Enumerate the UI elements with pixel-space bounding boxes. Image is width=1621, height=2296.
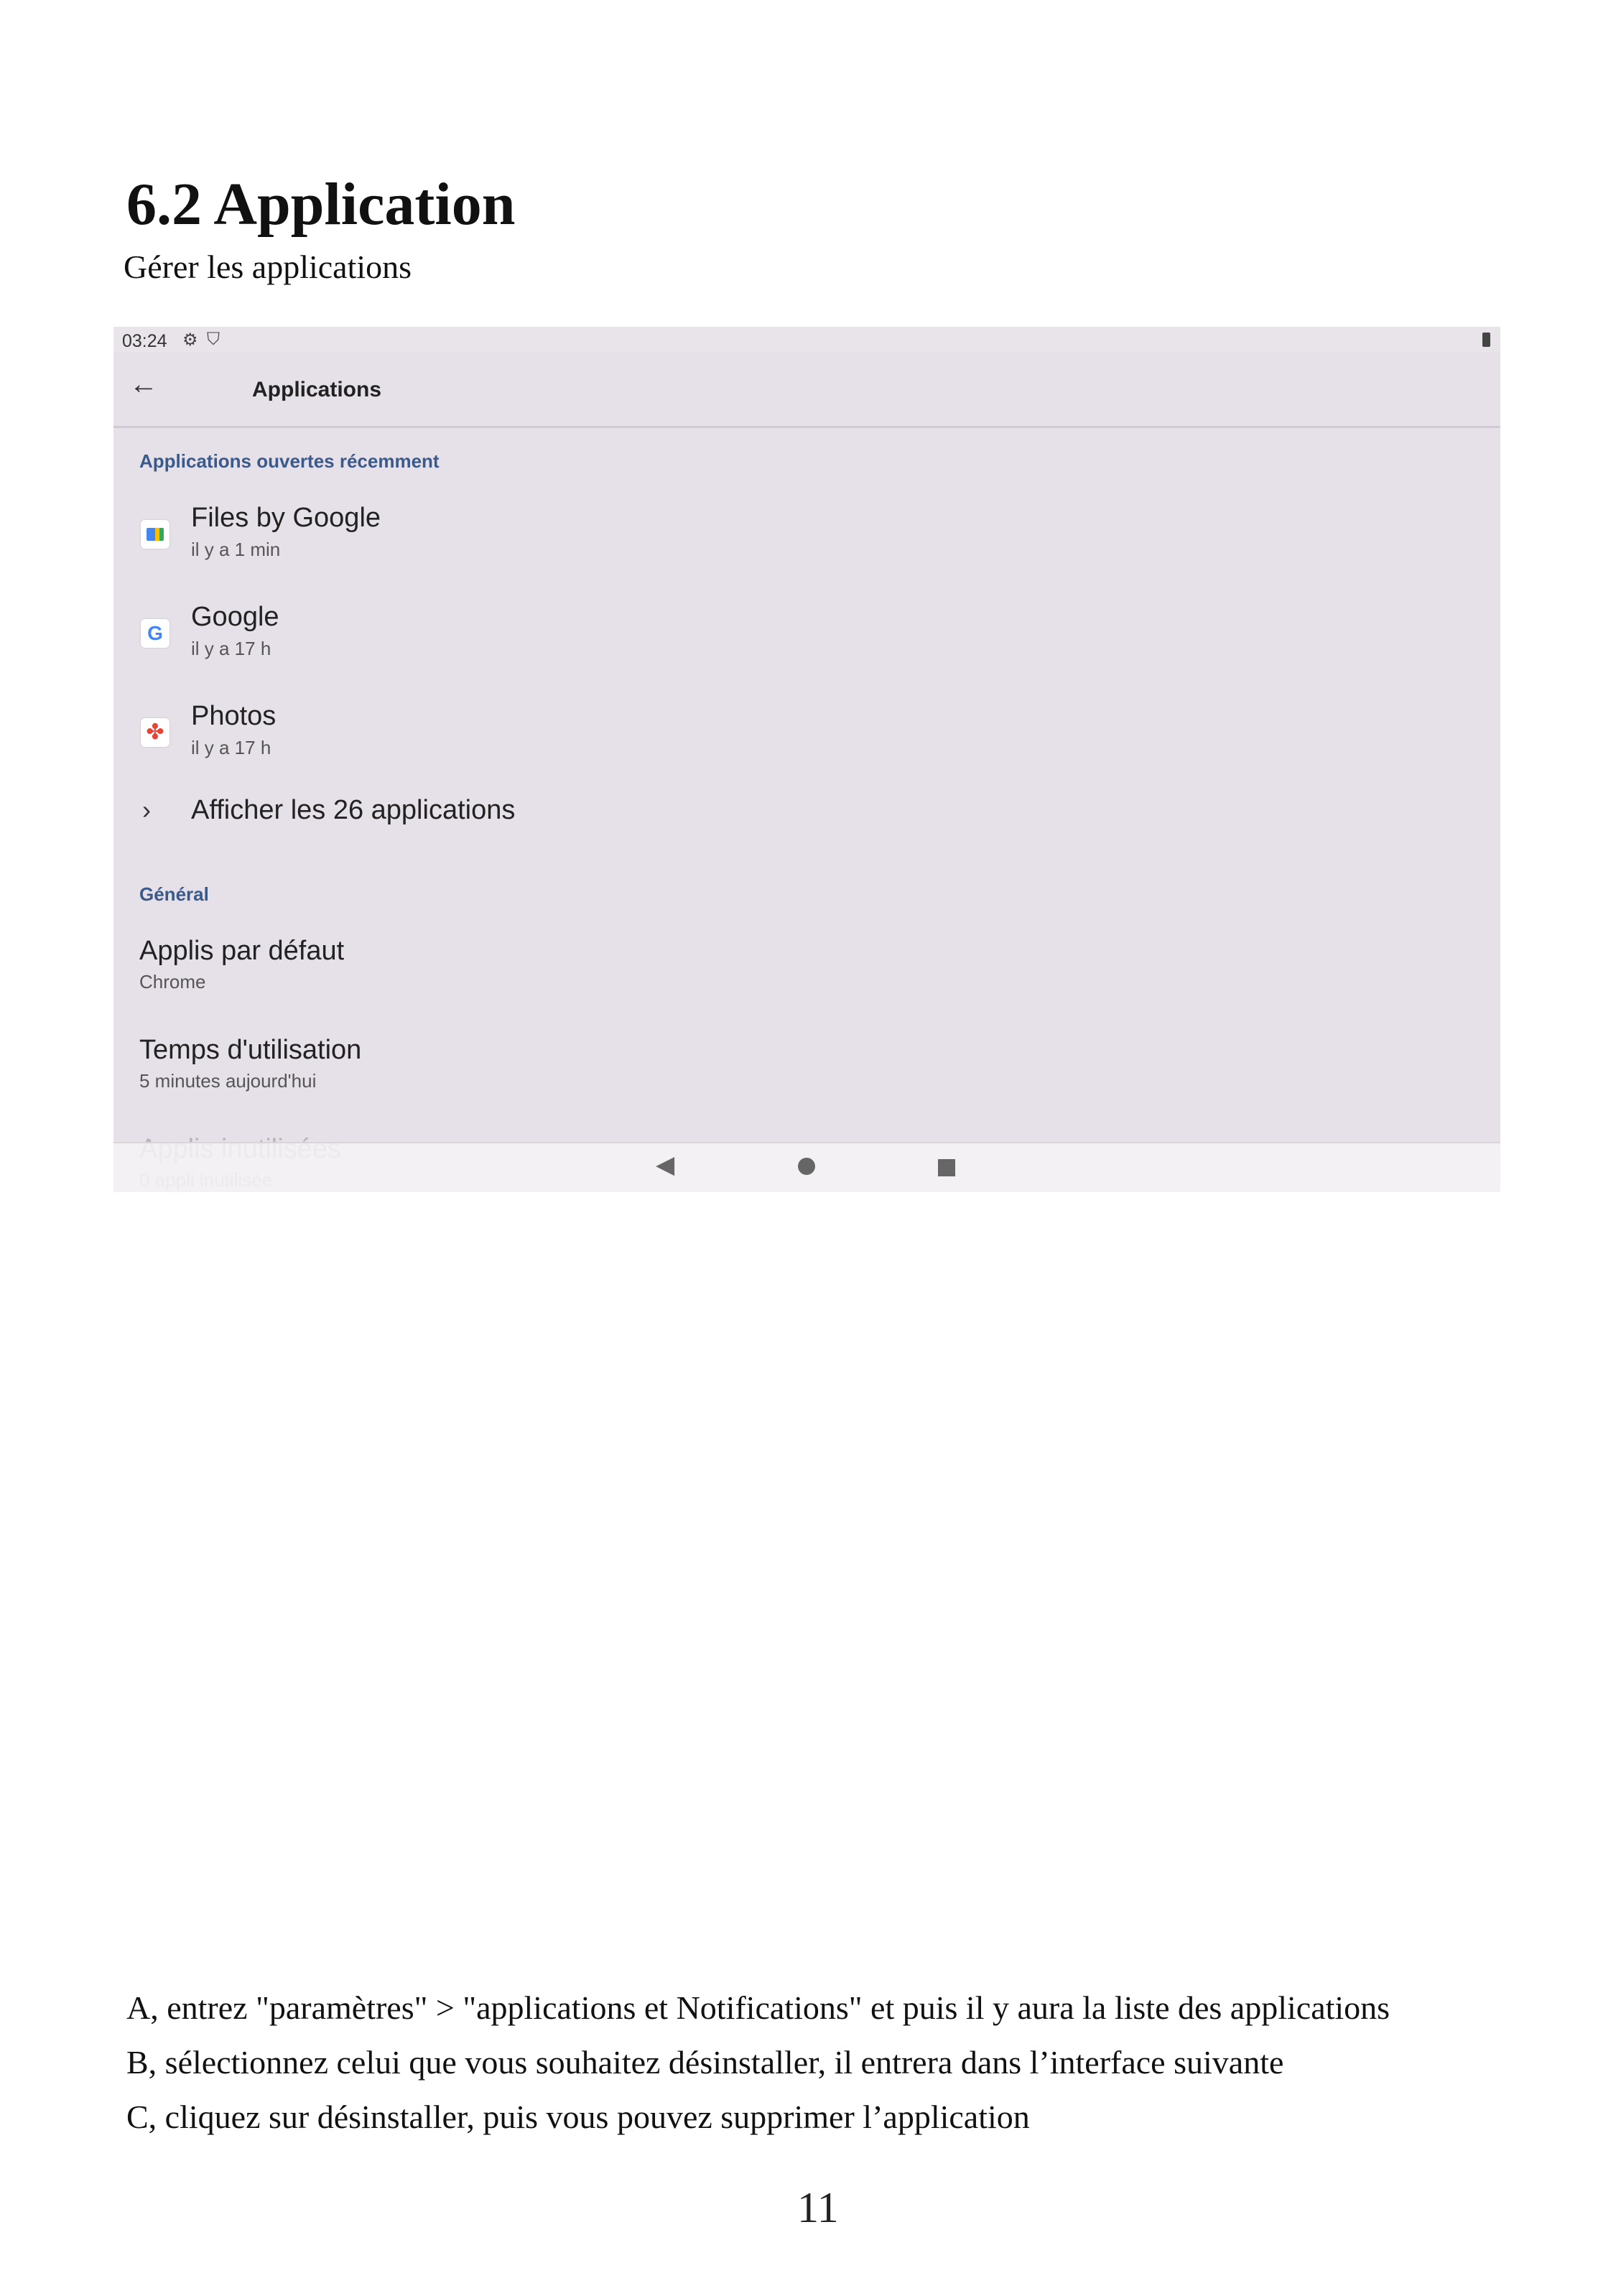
- status-bar: [113, 327, 1500, 353]
- recent-apps-header: Applications ouvertes récemment: [139, 450, 440, 472]
- list-item-google[interactable]: [113, 602, 1500, 688]
- instruction-step: C, cliquez sur désinstaller, puis vous pouvez supprimer l’application: [126, 2099, 1030, 2135]
- instruction-step: B, sélectionnez celui que vous souhaitez désinstaller, il entrera dans l’interface suivante: [126, 2044, 1284, 2081]
- instructions: [126, 1981, 1563, 2144]
- page-number: 11: [797, 2184, 839, 2231]
- app-last-used: il y a 17 h: [191, 737, 271, 758]
- section-subtitle: Gérer les applications: [124, 248, 412, 285]
- gear-icon: ⚙: [182, 330, 198, 350]
- nav-home-icon[interactable]: [798, 1158, 815, 1175]
- app-last-used: il y a 17 h: [191, 638, 271, 659]
- battery-icon: [1482, 333, 1490, 347]
- setting-subtitle: Chrome: [139, 971, 206, 993]
- chevron-right-icon: ›: [142, 795, 151, 824]
- app-last-used: il y a 1 min: [191, 539, 281, 560]
- app-bar: [113, 353, 1500, 428]
- section-title: 6.2 Application: [126, 171, 516, 238]
- google-g-icon: G: [141, 619, 169, 648]
- arrow-left-icon[interactable]: ←: [129, 368, 158, 400]
- list-item-files-by-google[interactable]: [113, 503, 1500, 589]
- setting-subtitle: 5 minutes aujourd'hui: [139, 1070, 317, 1092]
- status-time: 03:24: [122, 331, 167, 351]
- app-name: Google: [191, 602, 279, 632]
- nav-back-icon[interactable]: ◀: [656, 1151, 675, 1179]
- instruction-step: A, entrez "paramètres" > "applications et Notifications" et puis il y aura la liste des applications: [126, 1989, 1390, 2026]
- show-all-apps-label: Afficher les 26 applications: [191, 795, 516, 825]
- setting-default-apps[interactable]: [139, 936, 344, 993]
- app-name: Files by Google: [191, 503, 381, 533]
- setting-title: Applis par défaut: [139, 936, 345, 966]
- general-section-header: Général: [139, 883, 209, 905]
- show-all-apps-button[interactable]: [113, 792, 1500, 835]
- settings-screenshot: [113, 327, 1500, 1192]
- app-name: Photos: [191, 701, 277, 731]
- list-item-photos[interactable]: [113, 701, 1500, 787]
- shield-icon: ⛉: [207, 330, 220, 349]
- page-title: Applications: [252, 378, 382, 401]
- setting-title: Temps d'utilisation: [139, 1035, 362, 1065]
- setting-screen-time[interactable]: [139, 1035, 361, 1092]
- files-by-google-icon: [141, 520, 169, 549]
- google-photos-icon: ✤: [141, 718, 169, 747]
- nav-recents-icon[interactable]: [938, 1159, 955, 1176]
- navigation-bar: [113, 1142, 1500, 1192]
